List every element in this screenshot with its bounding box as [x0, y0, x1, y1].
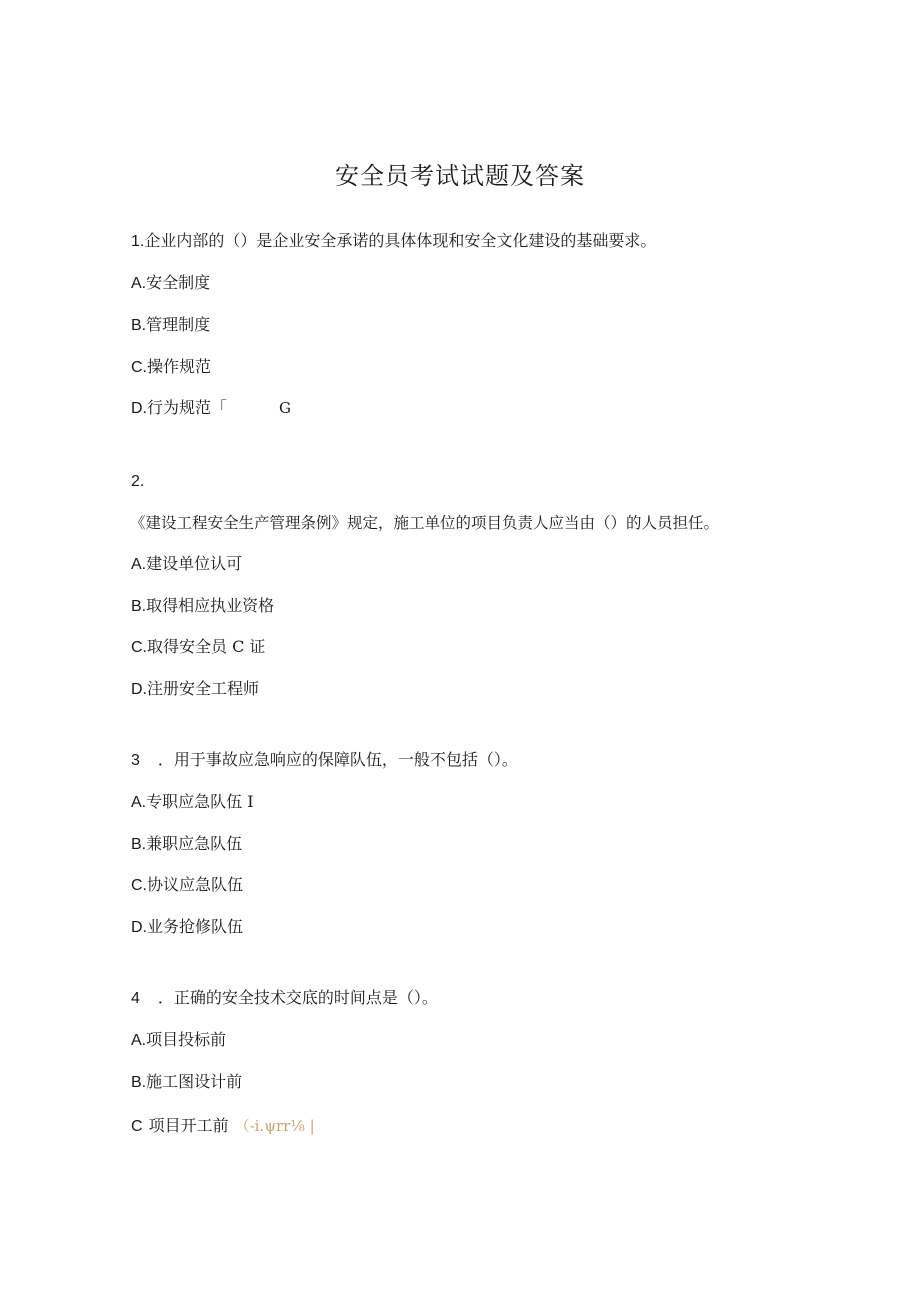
question-number: 1. [131, 233, 145, 250]
option-text: 注册安全工程师 [147, 679, 260, 698]
stray-mark: G [279, 399, 291, 417]
option-text: 行为规范「 [147, 398, 228, 417]
option-text: 操作规范 [147, 357, 212, 376]
question-1-option-b [131, 315, 210, 336]
option-letter: A. [131, 556, 147, 573]
question-2-stem [130, 513, 719, 533]
question-1-option-d [131, 398, 291, 419]
option-letter: A. [131, 794, 147, 811]
question-text: ．正确的安全技术交底的时间点是（）。 [157, 988, 438, 1007]
option-text: 项目开工前 [148, 1116, 229, 1135]
option-letter: C [131, 1118, 143, 1135]
option-letter: B. [131, 598, 147, 615]
option-text: 安全制度 [146, 273, 211, 292]
document-title: 安全员考试试题及答案 [335, 162, 585, 190]
option-text: 管理制度 [146, 315, 211, 334]
question-4-option-b [131, 1072, 242, 1093]
option-text: 业务抢修队伍 [147, 917, 244, 936]
question-2-number [131, 471, 144, 492]
option-text: 兼职应急队伍 [146, 834, 243, 853]
option-letter: B. [131, 317, 147, 334]
question-3-option-b [131, 834, 242, 855]
question-4-option-c [131, 1116, 315, 1137]
option-letter: D. [131, 400, 147, 417]
option-text: 施工图设计前 [146, 1072, 243, 1091]
faded-stamp-mark: （-i.ψrr⅛ | [234, 1117, 315, 1135]
option-letter: B. [131, 836, 147, 853]
question-4-stem [131, 988, 438, 1009]
option-letter: A. [131, 1032, 147, 1049]
option-letter: C. [131, 877, 147, 894]
question-3-option-c [131, 875, 243, 896]
question-1-stem [131, 231, 656, 252]
question-2-option-b [131, 596, 274, 617]
option-letter: A. [131, 275, 147, 292]
question-number: 3 [131, 752, 140, 769]
question-1-option-c [131, 357, 211, 378]
option-letter: D. [131, 919, 147, 936]
option-text: 取得相应执业资格 [146, 596, 275, 615]
question-text: 《建设工程安全生产管理条例》规定，施工单位的项目负责人应当由（）的人员担任。 [130, 514, 720, 532]
option-letter: B. [131, 1074, 147, 1091]
question-4-option-a [131, 1030, 226, 1051]
option-letter: D. [131, 681, 147, 698]
option-text: 专职应急队伍 I [146, 792, 254, 811]
option-text: 协议应急队伍 [147, 875, 244, 894]
option-text: 项目投标前 [146, 1030, 227, 1049]
option-letter: C. [131, 359, 147, 376]
question-3-stem [131, 750, 518, 771]
question-3-option-d [131, 917, 243, 938]
question-text: ．用于事故应急响应的保障队伍，一般不包括（）。 [157, 750, 518, 769]
question-2-option-c [131, 637, 265, 658]
option-letter: C. [131, 639, 147, 656]
question-number: 4 [131, 990, 140, 1007]
option-text: 建设单位认可 [146, 554, 243, 573]
question-2-option-a [131, 554, 242, 575]
question-text: 企业内部的（）是企业安全承诺的具体体现和安全文化建设的基础要求。 [144, 231, 657, 250]
question-2-option-d [131, 679, 259, 700]
option-text: 取得安全员 C 证 [147, 637, 266, 656]
question-1-option-a [131, 273, 210, 294]
question-3-option-a [131, 792, 254, 813]
question-number: 2. [131, 473, 145, 490]
